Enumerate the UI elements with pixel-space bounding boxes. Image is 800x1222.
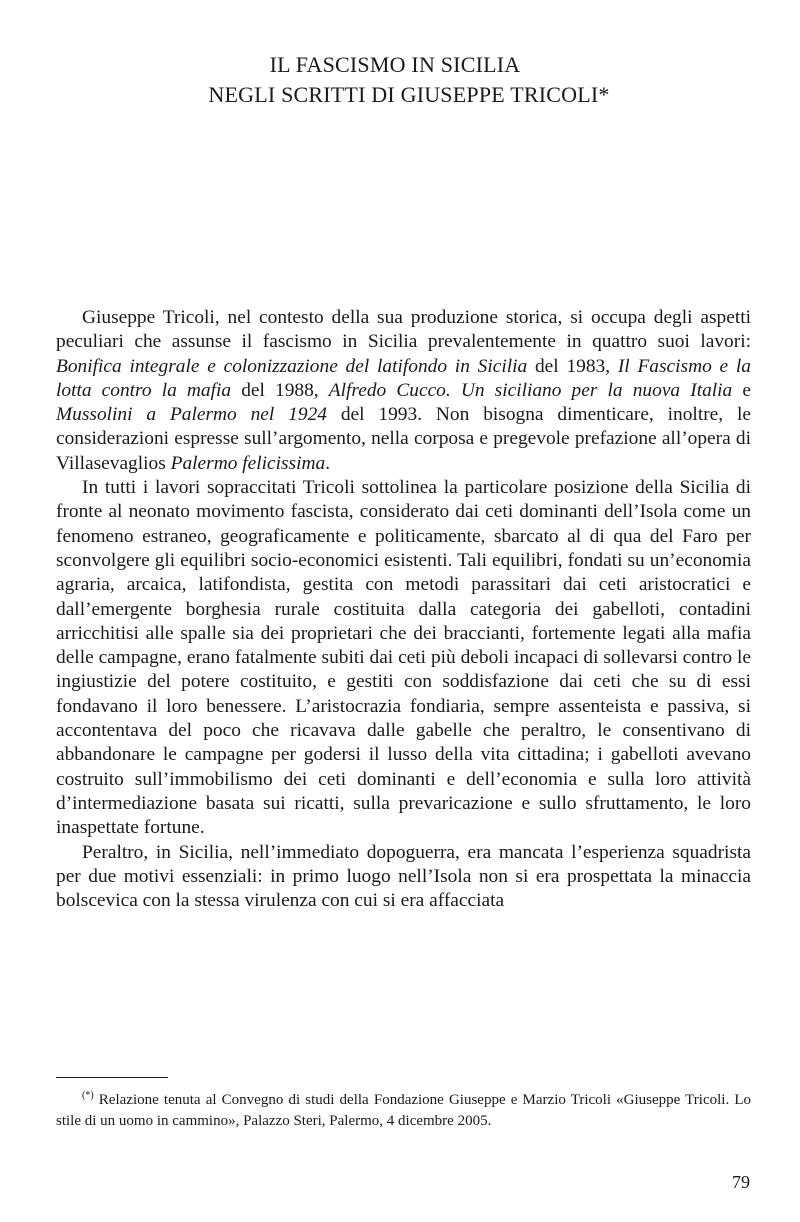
footnote-divider: [56, 1077, 168, 1078]
italic-title: Palermo felicissima: [170, 452, 326, 474]
italic-title: Il Fascismo e la lotta contro la mafia: [56, 355, 751, 401]
chapter-title: [0, 50, 800, 110]
page-number: 79: [732, 1172, 750, 1192]
footnotes: [56, 1090, 751, 1132]
italic-title: Mussolini a Palermo nel 1924: [56, 404, 327, 426]
footnote-text: Relazione tenuta al Convegno di studi della Fondazione Giuseppe e Marzio Tricoli «Giuseppe Tricoli. Lo stile di un uomo in cammino», Palazzo Steri, Palermo, 4 dicembre 2005.: [56, 1092, 751, 1129]
text-span: .: [325, 452, 331, 474]
chapter-title-line-1: IL FASCISMO IN SICILIA: [269, 52, 521, 77]
paragraph: [56, 841, 751, 914]
text-span: In tutti i lavori sopraccitati Tricoli sottolinea la particolare posizione della Sicilia di fronte al neonato movimento fascista, considerato dai ceti dominanti dell’Isola come un fenomeno estraneo, geograficamente e politicamente, sbarcato al di qua del Faro per sconvolgere gli equilibri socio-economici esistenti. Tali equilibri, fondati su un’economia agraria, arcaica, latifondista, gestita con metodi parassitari dai ceti aristocratici e dall’emergente borghesia rurale costituita dalla categoria dei gabelloti, contadini arricchitisi alle spalle sia dei proprietari che dei braccianti, fortemente legati alla mafia delle campagne, erano fatalmente subiti dai ceti più deboli incapaci di sollevarsi contro le ingiustizie del potere costituito, e gestiti con soddisfazione dai ceti che su di essi fondavano il loro benessere. L’aristocrazia fondiaria, sempre assenteista e passiva, si accontentava del poco che ricavava dalle gabelle che peraltro, le consentivano di abbandonare le campagne per godersi il lusso della vita cittadina; i gabelloti avevano costruito sull’immobilismo dei ceti dominanti e dell’economia e sulla loro attività d’intermediazione basata sui ricatti, sulla prevaricazione e sullo sfruttamento, le loro inaspettate fortune.: [56, 477, 751, 839]
body-text: [56, 306, 751, 913]
text-span: del 1983,: [527, 355, 618, 377]
paragraph: [56, 306, 751, 476]
italic-title: Alfredo Cucco. Un siciliano per la nuova Italia: [328, 379, 733, 401]
text-span: Giuseppe Tricoli, nel contesto della sua produzione storica, si occupa degli aspetti peculiari che assunse il fascismo in Sicilia prevalentemente in quattro suoi lavori:: [56, 307, 751, 353]
italic-title: Bonifica integrale e colonizzazione del latifondo in Sicilia: [56, 355, 528, 377]
chapter-title-line-2: NEGLI SCRITTI DI GIUSEPPE TRICOLI*: [208, 82, 610, 107]
text-span: Peraltro, in Sicilia, nell’immediato dopoguerra, era mancata l’esperienza squadrista per due motivi essenziali: in primo luogo nell’Isola non si era prospettata la minaccia bolscevica con la stessa virulenza con cui si era affacciata: [56, 841, 751, 912]
footnote-mark: (*): [82, 1090, 94, 1101]
footnote: [56, 1090, 751, 1132]
text-span: del 1993. Non bisogna dimenticare, inoltre, le considerazioni espresse sull’argomento, nella corposa e pregevole prefazione all’opera di Villasevaglios: [56, 404, 751, 474]
paragraph: [56, 476, 751, 840]
text-span: del 1988,: [231, 379, 329, 401]
text-span: e: [732, 379, 751, 401]
